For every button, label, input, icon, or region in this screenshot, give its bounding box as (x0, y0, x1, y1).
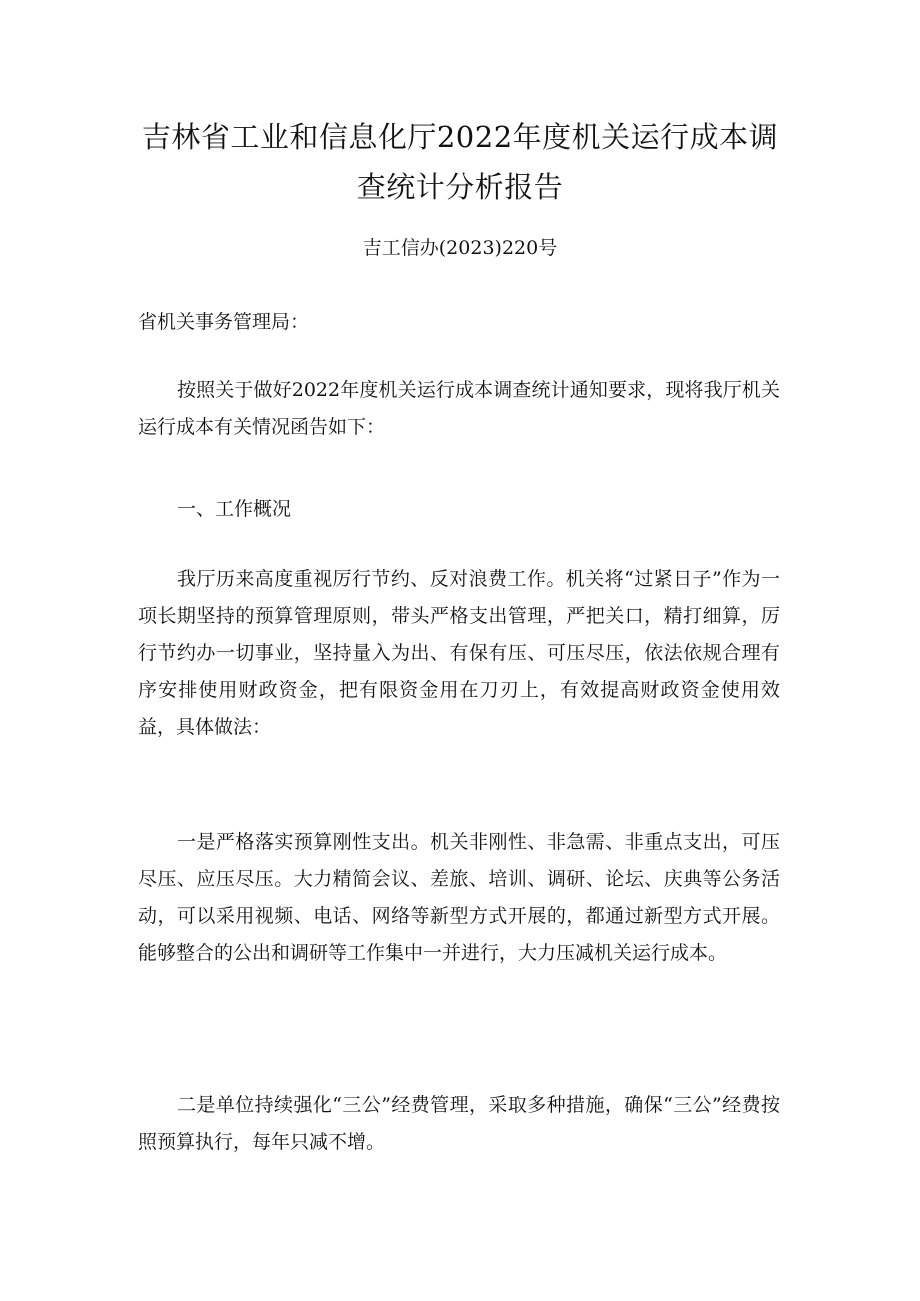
title-line-1: 吉林省工业和信息化厅2022年度机关运行成本调 (141, 120, 779, 154)
document-number: 吉工信办(2023)220号 (362, 237, 558, 259)
section-heading-work-overview: 一、工作概况 (177, 498, 292, 520)
body-paragraph-1: 我厅历来高度重视厉行节约、反对浪费工作。机关将“过紧日子”作为一项长期坚持的预算管理原则，带头严格支出管理，严把关口，精打细算，厉行节约办一切事业，坚持量入为出、有保有压、可压尽压，依法依规合理有序安排使用财政资金，把有限资金用在刀刃上，有效提高财政资金使用效益，具体做法： (138, 568, 780, 738)
body-paragraph-3: 二是单位持续强化“三公”经费管理，采取多种措施，确保“三公”经费按照预算执行，每年只减不增。 (138, 1094, 780, 1153)
intro-paragraph: 按照关于做好2022年度机关运行成本调查统计通知要求，现将我厅机关运行成本有关情况函告如下： (138, 379, 780, 438)
salutation: 省机关事务管理局： (138, 311, 310, 333)
document-title (130, 112, 790, 212)
body-paragraph-2: 一是严格落实预算刚性支出。机关非刚性、非急需、非重点支出，可压尽压、应压尽压。大力精简会议、差旅、培训、调研、论坛、庆典等公务活动，可以采用视频、电话、网络等新型方式开展的，都通过新型方式开展。能够整合的公出和调研等工作集中一并进行，大力压减机关运行成本。 (138, 831, 780, 964)
title-line-2: 查统计分析报告 (356, 170, 564, 204)
